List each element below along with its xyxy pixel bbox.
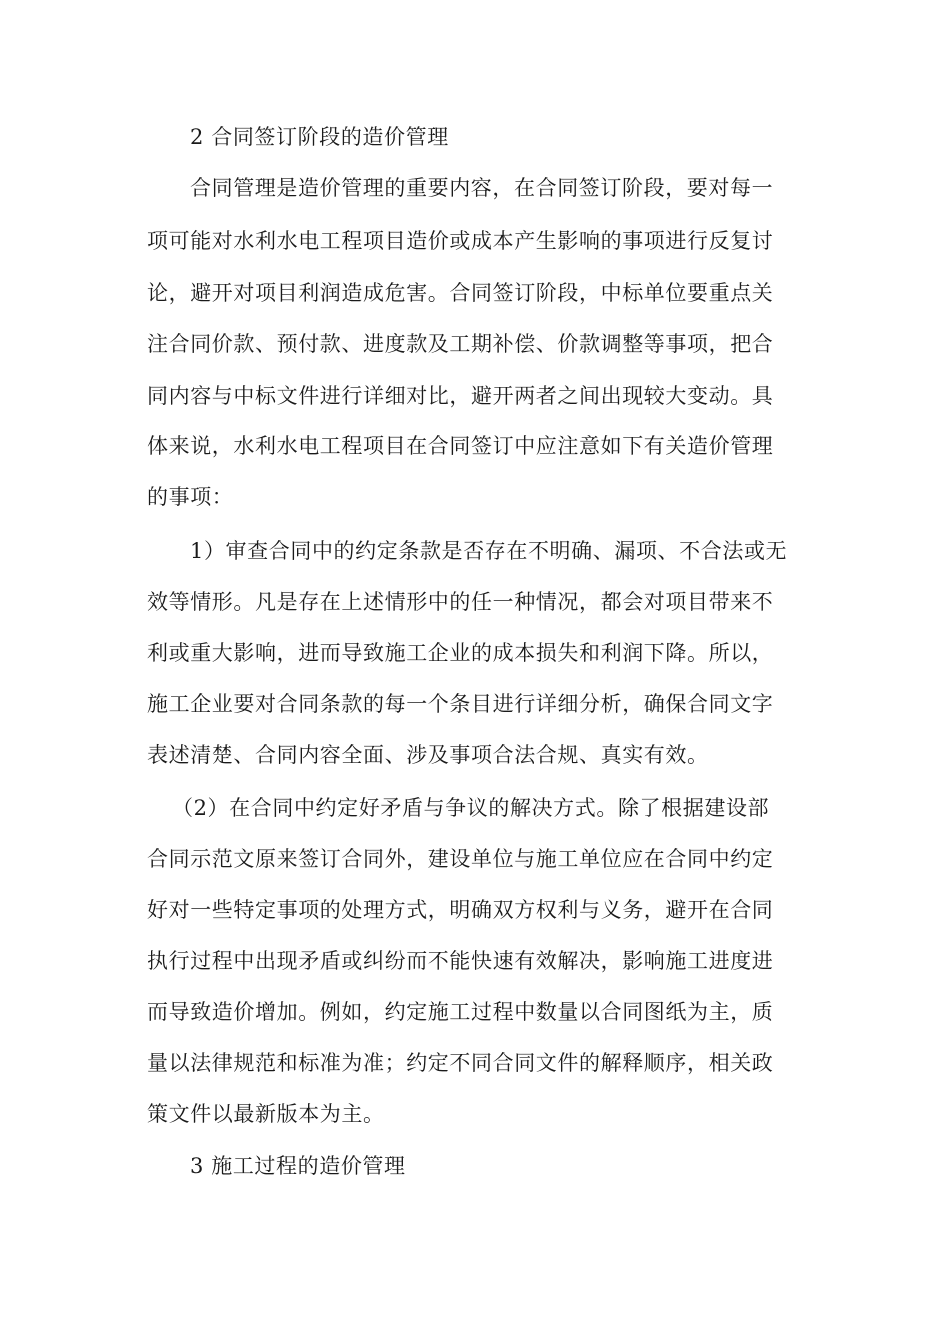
list-item-1-line: 利或重大影响，进而导致施工企业的成本损失和利润下降。所以， <box>147 641 774 665</box>
paragraph-line: 的事项： <box>147 485 234 509</box>
list-item-2-line: 量以法律规范和标准为准；约定不同合同文件的解释顺序，相关政 <box>147 1051 774 1075</box>
paragraph-line: 论，避开对项目利润造成危害。合同签订阶段，中标单位要重点关 <box>147 281 774 305</box>
list-item-2-line: （2）在合同中约定好矛盾与争议的解决方式。除了根据建设部 <box>172 796 770 820</box>
paragraph-line: 体来说，水利水电工程项目在合同签订中应注意如下有关造价管理 <box>147 434 774 458</box>
list-item-2-line: 而导致造价增加。例如，约定施工过程中数量以合同图纸为主，质 <box>147 1000 774 1024</box>
list-item-2-line: 好对一些特定事项的处理方式，明确双方权利与义务，避开在合同 <box>147 898 774 922</box>
section-heading-2: 2 合同签订阶段的造价管理 <box>190 125 449 149</box>
paragraph-line: 项可能对水利水电工程项目造价或成本产生影响的事项进行反复讨 <box>147 229 774 253</box>
list-item-1-line: 施工企业要对合同条款的每一个条目进行详细分析，确保合同文字 <box>147 692 774 716</box>
section-heading-3: 3 施工过程的造价管理 <box>190 1154 406 1178</box>
list-item-1-line: 表述清楚、合同内容全面、涉及事项合法合规、真实有效。 <box>147 743 709 767</box>
paragraph-line: 合同管理是造价管理的重要内容，在合同签订阶段，要对每一 <box>190 176 774 200</box>
list-item-2-line: 执行过程中出现矛盾或纠纷而不能快速有效解决，影响施工进度进 <box>147 949 774 973</box>
list-item-1-line: 效等情形。凡是存在上述情形中的任一种情况，都会对项目带来不 <box>147 590 774 614</box>
paragraph-line: 注合同价款、预付款、进度款及工期补偿、价款调整等事项，把合 <box>147 332 774 356</box>
list-item-1-line: 1）审查合同中的约定条款是否存在不明确、漏项、不合法或无 <box>190 539 788 563</box>
list-item-2-line: 策文件以最新版本为主。 <box>147 1102 385 1126</box>
paragraph-line: 同内容与中标文件进行详细对比，避开两者之间出现较大变动。具 <box>147 384 774 408</box>
list-item-2-line: 合同示范文原来签订合同外，建设单位与施工单位应在合同中约定 <box>147 847 774 871</box>
